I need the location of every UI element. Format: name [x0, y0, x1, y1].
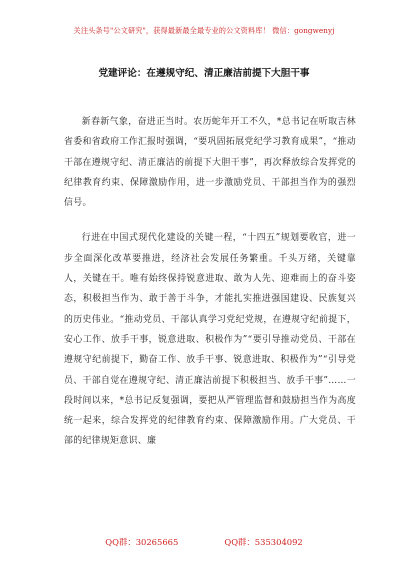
header-note: 关注头条号"公文研究"，获得最新最全最专业的公文资料库！ 微信：gongwenyj: [73, 26, 335, 35]
footer-qq-group-1: QQ群：30265665: [105, 537, 179, 547]
document-title: 党建评论：在遵规守纪、清正廉洁前提下大胆干事: [98, 68, 310, 79]
paragraph: 新春新气象，奋进正当时。农历蛇年开工不久，*总书记在听取吉林省委和省政府工作汇报时强调，“要巩固拓展党纪学习教育成果”，“推动干部在遵规守纪、清正廉洁的前提下大胆干事”，再次释放综合发挥党的纪律教育约束、保障激励作用，进一步激励党员、干部担当作为的强烈信号。: [64, 117, 356, 209]
footer: [0, 536, 408, 548]
footer-qq-group-2: QQ群：535304092: [224, 537, 303, 547]
paragraph: 行进在中国式现代化建设的关键一程，“十四五”规划要收官，进一步全面深化改革要推进，经济社会发展任务繁重。千头万绪，关键靠人，关键在干。唯有始终保持锐意进取、敢为人先、迎难而上的奋斗姿态，积极担当作为、敢于善于斗争，才能扎实推进强国建设、民族复兴的历史伟业。“推动党员、干部认真学习党纪党规，在遵规守纪前提下，安心工作、放手干事，锐意进取、积极作为”“要引导推动党员、干部在遵规守纪前提下，勤奋工作、放手干事、锐意进取、积极作为”“引导党员、干部自觉在遵规守纪、清正廉洁前提下积极担当、放手干事”……一段时间以来，*总书记反复强调，要把从严管理监督和鼓励担当作为高度统一起来，综合发挥党的纪律教育约束、保障激励作用。广大党员、干部的纪律规矩意识、廉: [64, 233, 356, 447]
document-body: [64, 112, 356, 452]
